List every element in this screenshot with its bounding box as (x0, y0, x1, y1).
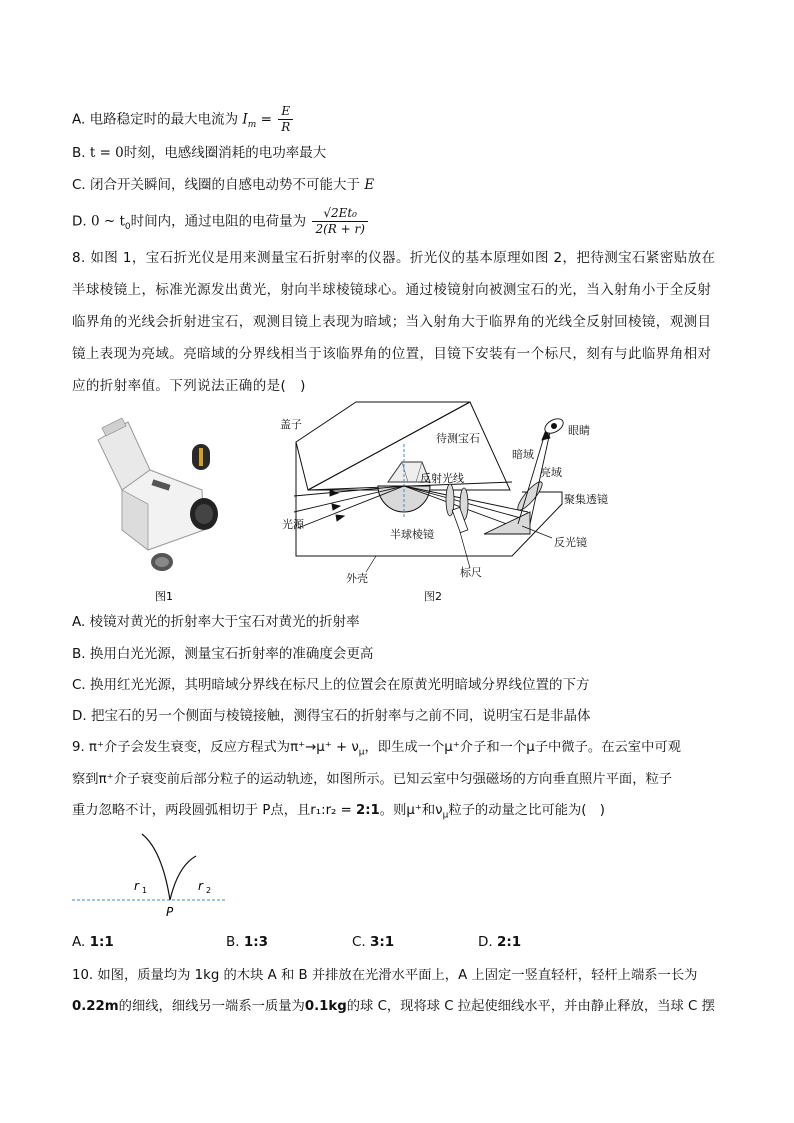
frac-numerator: E (278, 104, 293, 120)
q10-line-2 (72, 997, 715, 1017)
q10-mass-value: 0.1kg (304, 999, 347, 1014)
q7-option-b (72, 143, 326, 163)
q7-option-a-text: A. 电路稳定时的最大电流为 (72, 111, 239, 128)
label-eye: 眼睛 (568, 424, 590, 437)
q9-line-1-text: 9. π⁺介子会发生衰变，反应方程式为π⁺→μ⁺ + ν (72, 740, 359, 755)
q10-line-2-text: 的细线，细线另一端系一质量为 (118, 999, 305, 1014)
q9-line-1-tail: ，即生成一个μ⁺介子和一个μ子中微子。在云室中可观 (364, 740, 681, 755)
option-label: C. (352, 934, 371, 950)
q9-line-3-text: 重力忽略不计，两段圆弧相切于 P点，且r₁:r₂ = (72, 803, 356, 818)
q7-option-a-var: I (242, 111, 248, 128)
q7-option-b-text: 时刻，电感线圈消耗的电功率最大 (123, 145, 327, 161)
q9-line-2: 察到π⁺介子衰变前后部分粒子的运动轨迹，如图所示。已知云室中匀强磁场的方向垂直照片平面，粒子 (72, 772, 673, 787)
q7-option-c-var: E (364, 177, 375, 193)
q9-line-3-tail: 粒子的动量之比可能为( ) (448, 803, 605, 818)
q7-option-d (72, 206, 370, 237)
q9-line-3-sub: μ (442, 810, 449, 821)
q9-option-a (72, 934, 114, 950)
q10-line-1: 10. 如图，质量均为 1kg 的木块 A 和 B 并排放在光滑水平面上，A 上固定一竖直轻杆，轻杆上端系一长为 (72, 968, 698, 983)
q9-line-1-sub: μ (358, 747, 365, 758)
fig2-caption: 图2 (424, 590, 442, 603)
option-label: B. (226, 934, 244, 950)
label-gem: 待测宝石 (436, 432, 480, 445)
q9-option-d (478, 934, 521, 950)
label-bright: 亮域 (540, 466, 562, 479)
label-scale: 标尺 (460, 566, 482, 579)
label-r1-sub: 1 (142, 886, 148, 895)
q7-option-d-prefix: D. (72, 213, 91, 230)
label-dark: 暗域 (512, 448, 534, 461)
q7-option-d-fraction (312, 206, 367, 237)
q8-option-d: D. 把宝石的另一个侧面与棱镜接触，测得宝石的折射率与之前不同，说明宝石是非晶体 (72, 708, 591, 724)
q10-length-value: 0.22m (72, 999, 119, 1014)
q7-option-d-sub: 0 (124, 222, 131, 233)
q9-radius-ratio: 2:1 (355, 803, 380, 818)
label-r2-sub: 2 (206, 886, 212, 895)
q8-option-a: A. 棱镜对黄光的折射率大于宝石对黄光的折射率 (72, 614, 360, 630)
q7-option-b-var: t = 0 (89, 145, 124, 161)
frac-denominator: 2(R + r) (315, 222, 365, 236)
arc-r2 (170, 856, 196, 900)
q7-option-d-range: 0 ~ t (90, 213, 125, 230)
option-value: 1:1 (89, 934, 114, 950)
q9-line-3 (72, 801, 605, 826)
option-value: 2:1 (496, 934, 522, 950)
q7-option-a (72, 104, 295, 135)
fig1-caption: 图1 (155, 590, 173, 603)
q10-line-2-tail: 的球 C，现将球 C 拉起使细线水平，并由静止释放，当球 C 摆 (346, 999, 715, 1014)
label-lens: 聚集透镜 (564, 493, 608, 506)
option-value: 1:3 (243, 934, 269, 950)
q8-option-b: B. 换用白光光源，测量宝石折射率的准确度会更高 (72, 646, 374, 662)
label-p: P (166, 905, 174, 919)
q9-line-3-mid: 。则μ⁺和ν (379, 803, 443, 818)
q7-option-c-text: C. 闭合开关瞬间，线圈的自感电动势不可能大于 (72, 177, 365, 193)
q9-option-b (226, 934, 268, 950)
q9-line-1 (72, 738, 681, 763)
label-source: 光源 (282, 518, 304, 531)
q8-figure-2 (278, 400, 608, 605)
option-label: D. (478, 934, 497, 950)
q8-stem: 8. 如图 1，宝石折光仪是用来测量宝石折射率的仪器。折光仪的基本原理如图 2，把待测宝石紧密贴放在半球棱镜上，标准光源发出黄光，射向半球棱镜球心。通过棱镜射向被测宝石的光，当入射角小于全反射临界角的光线会折射进宝石，观测目镜上表现为暗域；当入射角大于临界角的光线全反射回棱镜，观测目镜上表现为亮域。亮暗域的分界线相当于该临界角的位置，目镜下安装有一个标尺，刻有与此临界角相对应的折射率值。下列说法正确的是( ) (72, 250, 716, 394)
label-r2: r (198, 879, 203, 893)
q7-option-b-prefix: B. (72, 145, 90, 161)
q7-option-c (72, 175, 374, 195)
label-r1: r (134, 879, 139, 893)
q7-option-d-text: 时间内，通过电阻的电荷量为 (130, 213, 307, 230)
q8-figure-1 (92, 412, 242, 603)
label-reflect-ray: 反射光线 (420, 472, 464, 485)
q7-option-a-sub: m (247, 120, 257, 131)
label-mirror: 反光镜 (554, 536, 587, 549)
incident-rays (294, 486, 404, 528)
label-prism: 半球棱镜 (390, 528, 434, 541)
q7-option-a-fraction (278, 104, 293, 135)
option-label: A. (72, 934, 90, 950)
q8-option-c: C. 换用红光光源，其明暗域分界线在标尺上的位置会在原黄光明暗域分界线位置的下方 (72, 677, 590, 693)
label-lid: 盖子 (280, 418, 302, 431)
label-shell: 外壳 (346, 572, 368, 585)
q9-option-c (352, 934, 394, 950)
mirror-icon (484, 512, 530, 534)
frac-denominator: R (281, 120, 291, 134)
refractometer-illustration (98, 418, 218, 571)
frac-numerator: √2Et₀ (312, 206, 367, 222)
q9-figure (70, 830, 240, 918)
q7-option-a-eq: = (256, 111, 277, 128)
option-value: 3:1 (370, 934, 395, 950)
